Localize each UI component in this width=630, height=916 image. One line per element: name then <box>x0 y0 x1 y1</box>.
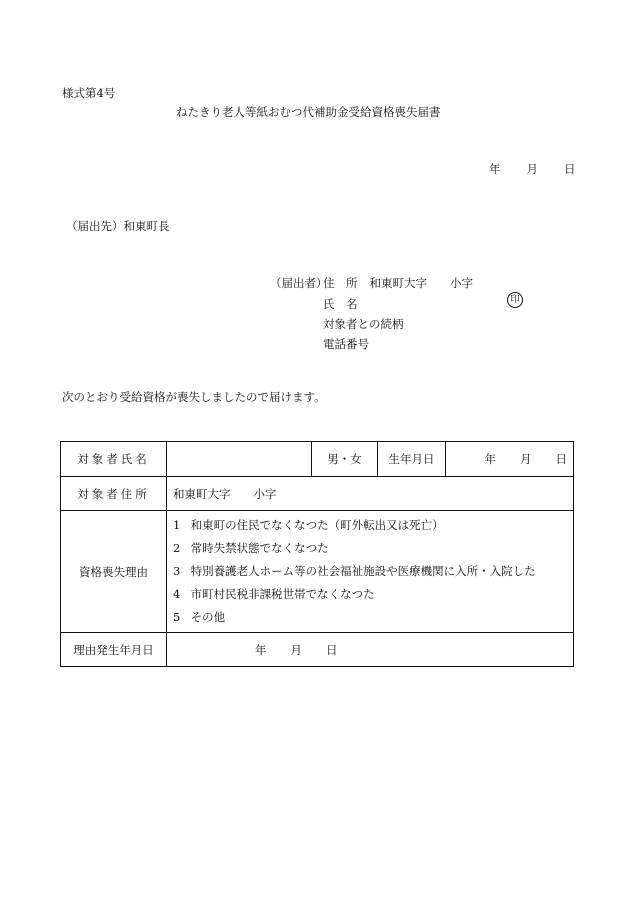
applicant-relation-row <box>323 316 404 332</box>
table-row <box>61 633 574 667</box>
intro-text: 次のとおり受給資格が喪失しましたので届けます。 <box>62 390 326 404</box>
subject-name-label: 対象者氏名 <box>61 442 167 477</box>
reason-item[interactable]: 4 市町村民税非課税世帯でなくなつた <box>173 587 375 601</box>
reason-item[interactable]: 2 常時失禁状態でなくなつた <box>173 541 329 555</box>
applicant-address-value: 和東町大字 小字 <box>369 276 473 290</box>
date-month: 月 <box>526 162 538 176</box>
seal-mark: 印 <box>507 292 523 308</box>
document-title: ねたきり老人等紙おむつ代補助金受給資格喪失届書 <box>176 105 441 119</box>
date-year: 年 <box>489 162 501 176</box>
applicant-phone-row <box>323 336 369 352</box>
addressee: （届出先）和東町長 <box>66 219 170 233</box>
reason-label: 資格喪失理由 <box>61 511 167 633</box>
applicant-name-row <box>323 296 358 312</box>
reason-item[interactable]: 5 その他 <box>173 610 226 624</box>
gender-cell[interactable]: 男・女 <box>312 442 378 477</box>
subject-address-label: 対象者住所 <box>61 477 167 511</box>
applicant-label: （届出者） <box>270 276 328 290</box>
occurrence-date-label: 理由発生年月日 <box>61 633 167 667</box>
date-day: 日 <box>564 162 576 176</box>
applicant-phone-label: 電話番号 <box>323 337 369 351</box>
birthdate-cell[interactable]: 年 月 日 <box>446 442 574 477</box>
applicant-address-row <box>323 275 473 291</box>
submission-date <box>489 161 576 177</box>
subject-address-cell[interactable]: 和東町大字 小字 <box>167 477 574 511</box>
applicant-address-label: 住 所 <box>323 276 358 290</box>
notification-table <box>60 441 574 667</box>
reason-item[interactable]: 3 特別養護老人ホーム等の社会福祉施設や医療機関に入所・入院した <box>173 564 536 578</box>
reason-list <box>167 511 574 633</box>
applicant-name-label: 氏 名 <box>323 297 358 311</box>
table-row <box>61 511 574 633</box>
reason-item[interactable]: 1 和東町の住民でなくなつた（町外転出又は死亡） <box>173 518 444 532</box>
subject-name-cell[interactable] <box>167 442 312 477</box>
table-row <box>61 477 574 511</box>
birthdate-label: 生年月日 <box>378 442 446 477</box>
applicant-relation-label: 対象者との続柄 <box>323 317 404 331</box>
form-number: 様式第4号 <box>62 86 116 100</box>
table-row <box>61 442 574 477</box>
occurrence-date-cell[interactable]: 年 月 日 <box>167 633 574 667</box>
